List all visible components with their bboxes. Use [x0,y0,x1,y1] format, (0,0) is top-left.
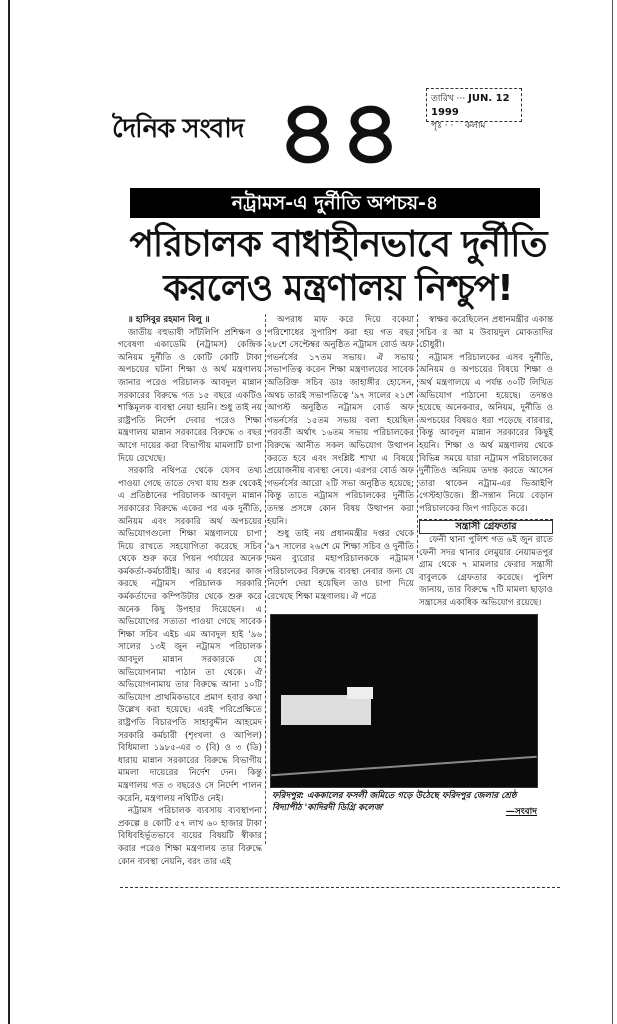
college-building-roof [347,687,373,699]
page-label: পৃঃ [431,121,442,131]
headline-line-2: করলেও মন্ত্রণালয় নিশ্চুপ! [163,268,513,309]
masthead: দৈনিক সংবাদ [112,114,244,144]
paragraph: শুধু তাই নয় প্রধানমন্ত্রীর দপ্তর থেকে '৯৭ সালের ২৬শে মে শিক্ষা সচিব ও দুর্নীতি দমন ব্যুরোর মহাপরিচালককে নট্রামস পরিচালকের বিরুদ্ধে ব্যবস্থা নেবার জন্য যে নির্দেশ দেয়া হয়েছিল তাও চাপা দিয়ে রেখেছে শিক্ষা মন্ত্রণালয়। ঐ পত্রে [267,529,414,603]
scan-edge-left [8,0,10,1024]
paragraph: জাতীয় বহুভাষী সাঁটলিপি প্রশিক্ষণ ও গবেষণা একাডেমি (নট্রামস) কেন্দ্রিক অনিয়ম দুর্নীতি ও কোটি কোটি টাকা অপচয়ের ঘটনা শিক্ষা ও অর্থ মন্ত্রণালয় জানার পরেও পরিচালক আবদুল মান্নান সরকারের বিরুদ্ধে গত ১৫ বছরে একটিও শাস্তিমূলক ব্যবস্থা নেয়া হয়নি। শুধু তাই নয় রাষ্ট্রপতি নির্দেশ দেবার পরেও শিক্ষা মন্ত্রণালয় মান্নান সরকারের বিরুদ্ধে ৩ বছর আগে দায়ের করা বিভাগীয় মামলাটি চাপা দিয়ে রেখেছে। [118,327,262,464]
photo-caption: ফরিদপুর: এককালের ফসলী জমিতে গড়ে উঠেছে ফরিদপুর জেলার শ্রেষ্ঠ বিদ্যাপীঠ 'কাদিরদী ডিগ্রি কলেজ' [272,791,517,813]
paragraph: নট্রামস পরিচালক ব্যবসায় ব্যবস্থাপনা প্রকল্পে ৪ কোটি ৫৭ লাখ ৬০ হাজার টাকা বিধিবহির্ভূতভাবে ব্যয়ের বিষয়টি স্বীকার করার পরেও শিক্ষা মন্ত্রণালয় তার বিরুদ্ধে কোন ব্যবস্থা নেয়নি, বরং তার এই [118,806,262,867]
sidebar-story-text: ফেনী থানা পুলিশ গত ৬ই জুন রাতে ফেনী সদর থানার লেমুয়ার নেয়ামতপুর গ্রাম থেকে ৭ মামলার ফেরার সন্ত্রাসী বাবুলকে গ্রেফতার করেছে। পুলিশ জানায়, তার বিরুদ্ধে ৭টি মামলা ছাড়াও সন্ত্রাসের একাধিক অভিযোগ রয়েছে। [419,535,553,609]
sidebar-story-title: সন্ত্রাসী গ্রেফতার [419,520,553,535]
column-label: কলাম [464,121,486,131]
article-column-1 [118,314,266,867]
college-building [281,695,371,725]
scan-edge-right [612,0,613,1024]
photo-credit: —সংবাদ [505,807,537,817]
headline-line-1: পরিচালক বাধাহীনভাবে দুর্নীতি [129,224,547,265]
stamp-date: JUN. 12 1999 [431,93,510,118]
handwritten-page-number: ৪৪ [276,80,402,184]
bottom-divider [120,887,560,888]
series-banner: নট্রামস-এ দুর্নীতি অপচয়-৪ [130,188,540,218]
paragraph: অপরাধ মাফ করে দিয়ে বকেয়া পরিশোধের সুপারিশ করা হয় গত বছর ২৮শে সেপ্টেম্বর অনুষ্ঠিত নট্রামস বোর্ড অফ গভর্নর্সের ১৭তম সভায়। ঐ সভায় সভাপতিত্ব করেন শিক্ষা মন্ত্রণালয়ের সাবেক অতিরিক্ত সচিব ডাঃ জাহাঙ্গীর হোসেন, অথচ তারই সভাপতিত্বে '৯৭ সালের ২১শে আগস্ট অনুষ্ঠিত নট্রামস বোর্ড অফ গভর্নর্সের ১৫তম সভায় বলা হয়েছিল পরবর্তী অর্থাৎ ১৬তম সভায় পরিচালকের বিরুদ্ধে আনীত সকল অভিযোগ উত্থাপন করতে হবে এবং সংশ্লিষ্ট শাখা এ বিষয়ে প্রয়োজনীয় ব্যবস্থা নেবে। এরপর বোর্ড অফ গভর্নর্সের আরো ২টি সভা অনুষ্ঠিত হয়েছে; কিন্তু তাতে নট্রামস পরিচালকের দুর্নীতি তদন্ত প্রসঙ্গে কোন বিষয় উত্থাপন করা হয়নি। [267,315,414,527]
date-stamp: তারিখ ··· JUN. 12 1999 পৃঃ · · কলাম [426,88,522,122]
paragraph: স্বাক্ষর করেছিলেন প্রধানমন্ত্রীর একান্ত সচিব র আ ম উবায়দুল মোকতাদির চৌধুরী। [419,315,553,351]
article-column-3 [419,314,553,610]
news-photo [270,614,538,788]
paragraph: সরকারি নথিপত্র থেকে যেসব তথ্য পাওয়া গেছে তাতে দেখা যায় শুরু থেকেই এ প্রতিষ্ঠানের পরিচালক আবদুল মান্নান সরকারের বিরুদ্ধে একের পর এক দুর্নীতি, অনিয়ম এবং সরকারি অর্থ অপচয়ের অভিযোগগুলো শিক্ষা মন্ত্রণালয়ে চাপা দিয়ে রাখতে সহযোগিতা করেছে সচিব থেকে শুরু করে পিয়ন পর্যায়ের অনেক কর্মকর্তা-কর্মচারীই। আর এ ধরনের কাজ করছে নট্রামস পরিচালক সরকারি কর্মকর্তাদের কম্পিউটার থেকে শুরু করে অনেক কিছু উপহার দিয়েছেন। এ অভিযোগের সত্যতা পাওয়া গেছে সাবেক শিক্ষা সচিব এইচ এম আবদুল হাই '৯৬ সালের ১৩ই জুন নট্রামস পরিচালক আবদুল মান্নান সরকারকে যে অভিযোগনামা পাঠান তা থেকে। ঐ অভিযোগনামায় তার বিরুদ্ধে আনা ১০টি অভিযোগ প্রাথমিকভাবে প্রমাণ হবার কথা উল্লেখ করা হয়েছে। এরই পরিপ্রেক্ষিতে রাষ্ট্রপতি বিচারপতি সাহাবুদ্দীন আহমেদ সরকারি কর্মচারী (শৃংখলা ও আপিল) বিধিমালা ১৯৮৫-এর ৩ (বি) ও ৩ (ডি) ধারায় মান্নান সরকারের বিরুদ্ধে বিভাগীয় মামলা দায়েরের নির্দেশ দেন। কিন্তু মন্ত্রণালয় গত ৩ বছরেও সে নির্দেশ পালন করেনি, মন্ত্রণালয় নথিটিও নেই। [118,466,262,804]
road-line [271,756,536,777]
article-column-2 [267,314,418,603]
paragraph: নট্রামস পরিচালকের এসব দুর্নীতি, অনিয়ম ও অপচয়ের বিষয়ে শিক্ষা ও অর্থ মন্ত্রণালয়ে এ পর্যন্ত ৩০টি লিখিত অভিযোগ পাঠানো হয়েছে। তদন্তও হয়েছে অনেকবার, অনিয়ম, দুর্নীতি ও অপচয়ের বিষয়ও ধরা পড়েছে বারবার, কিন্তু আবদুল মান্নান সরকারের কিছুই হয়নি। শিক্ষা ও অর্থ মন্ত্রণালয় থেকে বিভিন্ন সময়ে যারা নট্রামস পরিচালকের দুর্নীতিও অনিয়ম তদন্ত করতে আসেন তারা থাকেন নট্রাম-এর ভিআইপি গেস্টহাউজে। স্ত্রী-সন্তান নিয়ে বেড়ান পরিচালকের জিপ গাড়িতে করে। [419,352,553,514]
byline: ॥ হাসিবুর রহমান বিলু ॥ [128,315,210,325]
date-label: তারিখ [431,94,454,104]
